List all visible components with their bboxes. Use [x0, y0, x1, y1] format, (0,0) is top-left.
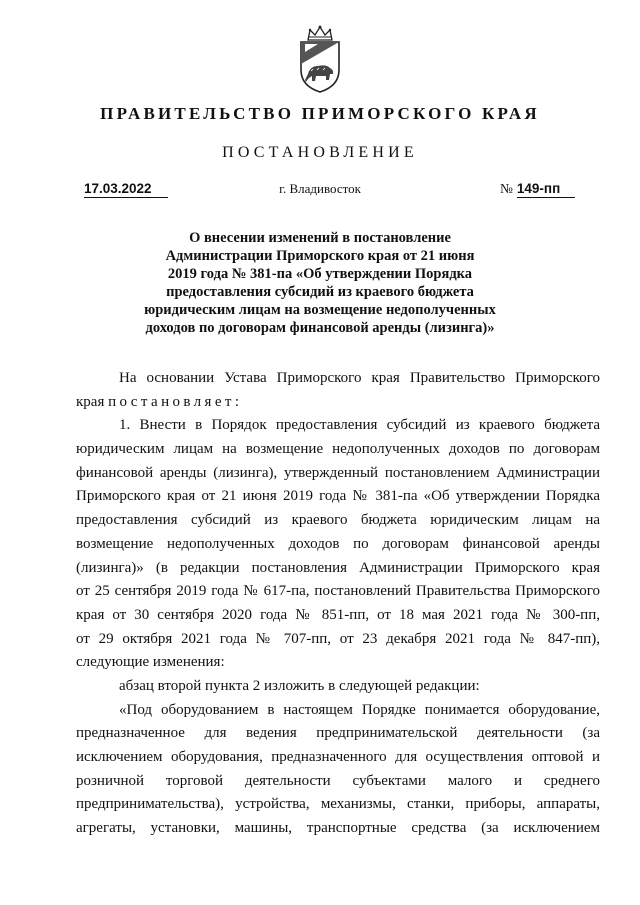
paragraph-line: 1. Внести в Порядок предоставления субсидий из краевого бюджета	[119, 417, 600, 434]
paragraph-line: агрегаты, установки, машины, транспортные средства (за исключением	[76, 820, 600, 837]
document-date: 17.03.2022	[84, 181, 168, 198]
paragraph-line: финансовой аренды (лизинга), утвержденный постановлением Администрации	[76, 464, 600, 481]
paragraph-line: предоставления субсидий из краевого бюджета юридическим лицам на	[76, 512, 600, 529]
document-type: ПОСТАНОВЛЕНИЕ	[222, 144, 418, 161]
document-city: г. Владивосток	[279, 181, 361, 196]
heading-line: юридическим лицам на возмещение недополученных	[144, 302, 496, 318]
heading-line: 2019 года № 381-па «Об утверждении Порядка	[167, 266, 473, 282]
paragraph-line: предпринимательства), устройства, механизмы, станки, приборы, аппараты,	[76, 796, 600, 813]
heading-line: предоставления субсидий из краевого бюджета	[166, 284, 474, 300]
paragraph-line: «Под оборудованием в настоящем Порядке понимается оборудование,	[119, 701, 600, 718]
paragraph-line: На основании Устава Приморского края Правительство Приморского	[119, 370, 600, 386]
document-body	[76, 367, 600, 841]
government-title: ПРАВИТЕЛЬСТВО ПРИМОРСКОГО КРАЯ	[100, 104, 540, 123]
heading-line: Администрации Приморского края от 21 июня	[165, 248, 475, 264]
document-heading	[120, 229, 520, 337]
document-number	[500, 181, 575, 198]
number-value: 149-пп	[517, 181, 575, 198]
paragraph-line	[76, 391, 600, 415]
primorsky-krai-coat-of-arms-icon	[296, 24, 344, 94]
paragraph-line: розничной торговой деятельности субъектами малого и среднего	[76, 772, 600, 789]
paragraph-line: юридическим лицам на возмещение недополученных доходов по договорам	[76, 441, 600, 458]
paragraph-line: от 29 октября 2021 года № 707-пп, от 23 декабря 2021 года № 847-пп),	[76, 630, 600, 647]
paragraph-line: от 25 сентября 2019 года № 617-па, постановлений Правительства Приморского	[76, 583, 600, 600]
paragraph-line: абзац второй пункта 2 изложить в следующей редакции:	[119, 677, 480, 694]
paragraph-line: следующие изменения:	[76, 654, 225, 671]
paragraph-line: края от 30 сентября 2020 года № 851-пп, от 18 мая 2021 года № 300-пп,	[76, 606, 600, 623]
paragraph-line: Приморского края от 21 июня 2019 года № 381-па «Об утверждении Порядка	[76, 488, 600, 505]
paragraph-line: возмещение недополученных доходов по договорам финансовой аренды	[76, 535, 600, 552]
paragraph-line: исключением оборудования, предназначенного для осуществления оптовой и	[76, 749, 600, 765]
paragraph-text: края	[76, 393, 109, 410]
number-label: №	[500, 181, 513, 196]
resolves-word: постановляет:	[108, 393, 243, 410]
heading-line: доходов по договорам финансовой аренды (лизинга)»	[145, 320, 495, 336]
paragraph-line: (лизинга)» (в редакции постановления Администрации Приморского края	[76, 559, 600, 576]
heading-line: О внесении изменений в постановление	[189, 230, 451, 246]
paragraph-line: предназначенное для ведения предпринимательской деятельности (за	[76, 725, 600, 742]
